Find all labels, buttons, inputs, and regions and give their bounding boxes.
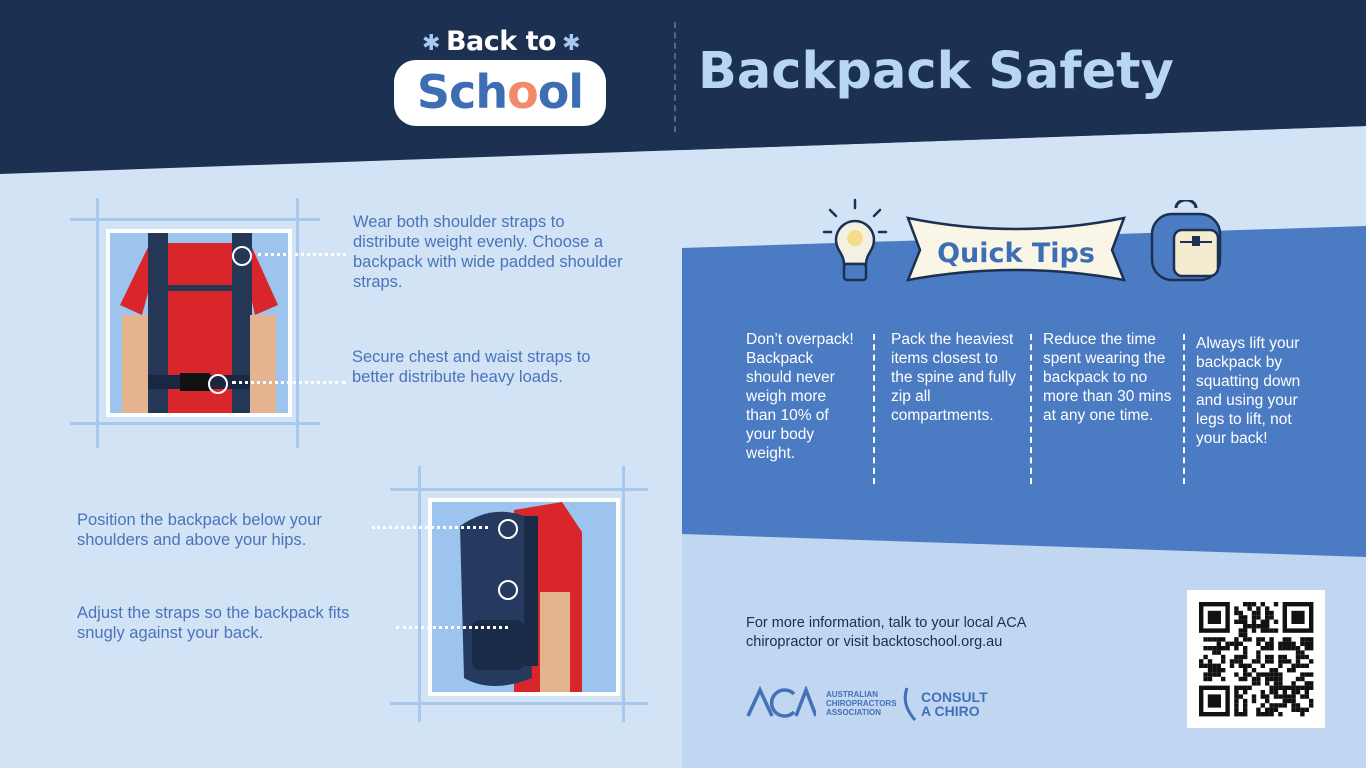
star-icon: ✱ [422,31,440,56]
page-title: Backpack Safety [698,42,1174,101]
child-front-illustration [110,233,288,413]
quick-tip-3: Reduce the time spent wearing the backpack to no more than 30 mins at any one time. [1043,331,1172,424]
dotted-leader-4 [396,626,508,629]
child-side-illustration [432,502,616,692]
callout-circle-shoulder [232,246,252,266]
aca-logo-icon [746,686,816,720]
quick-tips-heading: Quick Tips [937,238,1095,269]
dotted-leader-2 [232,381,346,384]
more-info-text: For more information, talk to your local ACA chiropractor or visit backtoschool.org.au [746,615,1026,650]
back-to-school-logo: ✱ Back to ✱ School [390,22,612,132]
star-icon: ✱ [562,31,580,56]
qr-code[interactable] [1187,590,1325,728]
consult-a-chiro-logo: CONSULT A CHIRO [921,689,988,719]
column-separator [1030,334,1032,484]
header-divider [674,22,676,132]
dotted-leader-1 [258,253,346,256]
quick-tip-1: Don’t overpack! Backpack should never weigh more than 10% of your body weight. [746,331,854,462]
logo-school-text: School [394,60,606,126]
callout-circle-straps [498,580,518,600]
quick-tip-2: Pack the heaviest items closest to the spine and fully zip all compartments. [891,331,1016,424]
lightbulb-icon [822,198,888,288]
aca-name: AUSTRALIAN CHIROPRACTORS ASSOCIATION [826,690,897,717]
callout-circle-shoulders [498,519,518,539]
column-separator [1183,334,1185,484]
tip-chest-waist-straps: Secure chest and waist straps to better distribute heavy loads. [352,348,591,386]
dotted-leader-3 [372,526,488,529]
quick-tip-4: Always lift your backpack by squatting down and using your legs to lift, not your back! [1196,335,1301,447]
backpack-icon [1146,200,1226,284]
callout-circle-waist [208,374,228,394]
tip-shoulder-straps: Wear both shoulder straps to distribute weight evenly. Choose a backpack with wide padded shoulder straps. [353,213,623,291]
column-separator [873,334,875,484]
photo-child-front [106,229,292,417]
tip-adjust-straps: Adjust the straps so the backpack fits snugly against your back. [77,604,350,642]
qr-code-pattern [1187,590,1325,728]
tip-position-backpack: Position the backpack below your shoulders and above your hips. [77,511,322,549]
consult-a-chiro-icon [903,686,919,722]
